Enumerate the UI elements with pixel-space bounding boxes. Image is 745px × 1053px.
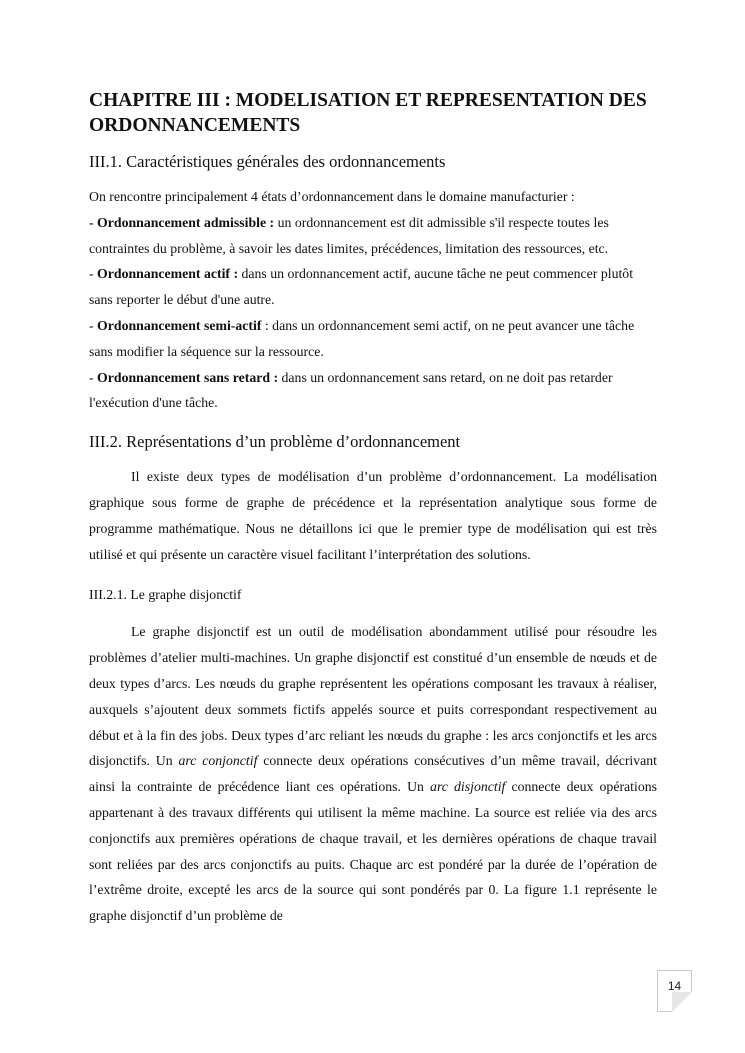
item-prefix: - [89,317,98,333]
paragraph-text: Le graphe disjonctif est un outil de modélisation abondamment utilisé pour résoudre les problèmes d’atelier multi-machines. Un graphe disjonctif est constitué d’un ensemble de nœuds et de deux types d’arcs. Les nœuds du graphe représentent les opérations composant les travaux à réaliser, auxquels s’ajoutent deux sommets fictifs appelés source et puits correspondant respectivement au début et à la fin des jobs. Deux types d’arc reliant les nœuds du graphe : les arcs conjonctifs et les arcs disjonctifs. Un [89,624,657,769]
paragraph-text: connecte deux opérations consécutives d’un même travail, décrivant ainsi la contrainte de précédence liant ces opérations. Un [89,753,657,795]
item-term: Ordonnancement admissible : [97,214,275,230]
list-item-sans-retard [89,365,657,417]
term-arc-disjonctif: arc disjonctif [430,779,506,795]
section-2-title: III.2. Représentations d’un problème d’ordonnancement [89,432,461,452]
page-curl-icon [672,992,692,1012]
item-text: dans un ordonnancement actif, aucune tâche ne peut commencer plutôt sans reporter le début d'une autre. [89,266,634,308]
section-2-paragraph: Il existe deux types de modélisation d’un problème d’ordonnancement. La modélisation graphique sous forme de graphe de précédence et la représentation analytique sous forme de programme mathématique. Nous ne détaillons ici que le premier type de modélisation qui est très utilisé et qui présente un caractère visuel facilitant l’interprétation des solutions. [89,469,657,562]
item-prefix: - [89,369,98,385]
item-term: Ordonnancement actif : [97,266,239,282]
chapter-title: CHAPITRE III : MODELISATION ET REPRESENTATION DES ORDONNANCEMENTS [89,90,647,136]
item-term: Ordonnancement sans retard : [97,369,279,385]
list-item-semi-actif [89,313,657,365]
item-text: : dans un ordonnancement semi actif, on ne peut avancer une tâche sans modifier la séquence sur la ressource. [89,317,635,359]
section-1-intro: On rencontre principalement 4 états d’ordonnancement dans le domaine manufacturier : [89,189,575,204]
list-item-actif [89,261,657,313]
section-2-1-paragraph [89,619,657,929]
list-item-admissible [89,210,657,262]
term-arc-conjonctif: arc conjonctif [178,753,258,769]
page-number: 14 [667,979,682,993]
section-1-title: III.1. Caractéristiques générales des ordonnancements [89,152,446,171]
item-prefix: - [89,266,98,282]
item-term: Ordonnancement semi-actif [97,317,262,333]
item-text: un ordonnancement est dit admissible s'il respecte toutes les contraintes du problème, à savoir les dates limites, précédences, limitation des ressources, etc. [89,214,609,256]
item-text: dans un ordonnancement sans retard, on ne doit pas retarder l'exécution d'une tâche. [89,369,613,411]
section-2-1-title: III.2.1. Le graphe disjonctif [89,587,242,603]
item-prefix: - [89,214,98,230]
document-page [89,88,657,929]
paragraph-text: connecte deux opérations appartenant à des travaux différents qui utilisent la même machine. La source est reliée via des arcs conjonctifs aux premières opérations de chaque travail, et les dernières opérations de chaque travail sont reliées par des arcs conjonctifs au puits. Chaque arc est pondéré par la durée de l’opération de l’extrême droite, excepté les arcs de la source qui sont pondérés par 0. La figure 1.1 représente le graphe disjonctif d’un problème de [89,779,657,924]
page-number-box [657,970,692,1012]
